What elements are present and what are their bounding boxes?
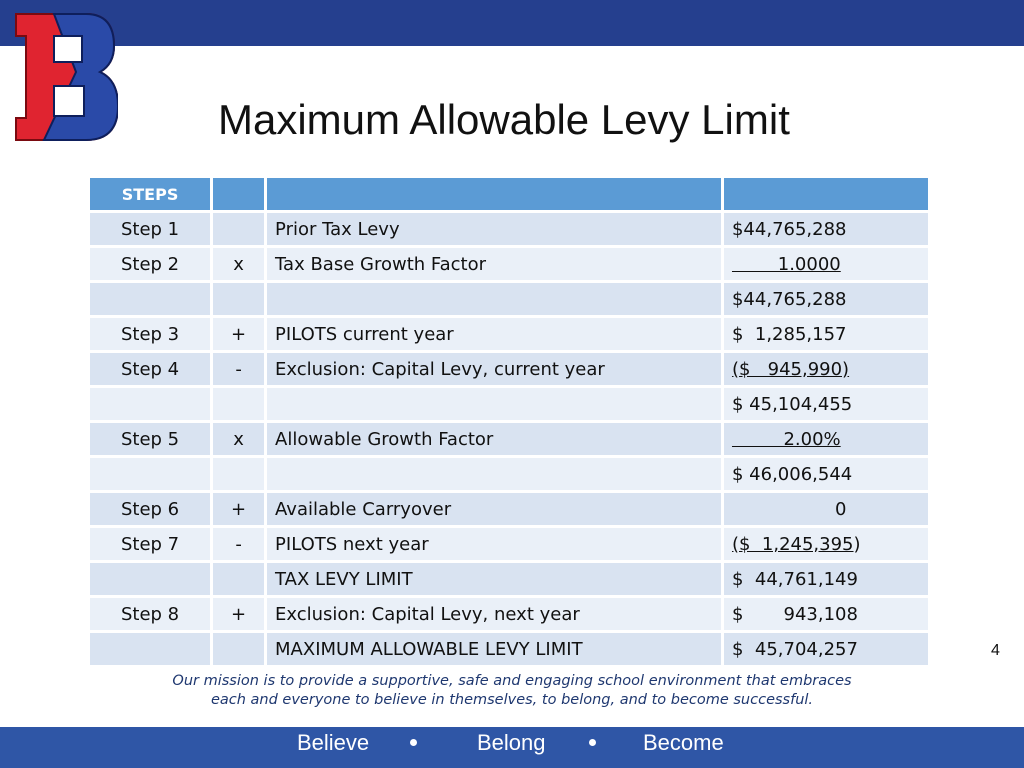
description-cell [267, 283, 721, 315]
header-op [213, 178, 264, 210]
bullet-dot-icon [410, 739, 417, 746]
table-row [90, 423, 928, 455]
value-cell: $ 45,704,257 [724, 633, 928, 665]
step-cell [90, 563, 210, 595]
value-cell: 2.00% [724, 423, 928, 455]
step-cell: Step 6 [90, 493, 210, 525]
table-row [90, 248, 928, 280]
description-cell: Available Carryover [267, 493, 721, 525]
operator-cell: + [213, 493, 264, 525]
step-cell [90, 388, 210, 420]
value-cell: $ 943,108 [724, 598, 928, 630]
step-cell [90, 633, 210, 665]
value-cell: 1.0000 [724, 248, 928, 280]
step-cell: Step 1 [90, 213, 210, 245]
slide-title: Maximum Allowable Levy Limit [218, 96, 790, 143]
description-cell: MAXIMUM ALLOWABLE LEVY LIMIT [267, 633, 721, 665]
step-cell [90, 458, 210, 490]
table-row [90, 633, 928, 665]
step-cell: Step 5 [90, 423, 210, 455]
table-row [90, 318, 928, 350]
value-cell: $ 46,006,544 [724, 458, 928, 490]
table-header-row [90, 178, 928, 210]
table-row [90, 283, 928, 315]
description-cell: TAX LEVY LIMIT [267, 563, 721, 595]
step-cell: Step 7 [90, 528, 210, 560]
operator-cell [213, 283, 264, 315]
value-cell: ($ 945,990) [724, 353, 928, 385]
description-cell: PILOTS next year [267, 528, 721, 560]
operator-cell: x [213, 423, 264, 455]
motto-believe: Believe [297, 730, 370, 755]
description-cell: PILOTS current year [267, 318, 721, 350]
table-row [90, 598, 928, 630]
operator-cell [213, 563, 264, 595]
bullet-dot-icon [589, 739, 596, 746]
description-cell: Allowable Growth Factor [267, 423, 721, 455]
operator-cell [213, 213, 264, 245]
letter-b-logo-icon [14, 12, 118, 142]
step-cell: Step 3 [90, 318, 210, 350]
table-row [90, 563, 928, 595]
step-cell [90, 283, 210, 315]
table-row [90, 528, 928, 560]
table-row [90, 388, 928, 420]
motto-belong: Belong [477, 730, 546, 755]
operator-cell [213, 458, 264, 490]
description-cell [267, 458, 721, 490]
page-number: 4 [991, 642, 1000, 659]
step-cell: Step 2 [90, 248, 210, 280]
value-cell: $44,765,288 [724, 213, 928, 245]
header-description [267, 178, 721, 210]
value-cell: $ 44,761,149 [724, 563, 928, 595]
table-row [90, 493, 928, 525]
value-cell: $44,765,288 [724, 283, 928, 315]
operator-cell: - [213, 528, 264, 560]
value-cell: 0 [724, 493, 928, 525]
operator-cell: + [213, 598, 264, 630]
table-row [90, 353, 928, 385]
header-value [724, 178, 928, 210]
table-row [90, 458, 928, 490]
operator-cell: x [213, 248, 264, 280]
step-cell: Step 8 [90, 598, 210, 630]
value-cell: $ 1,285,157 [724, 318, 928, 350]
table-row [90, 213, 928, 245]
levy-steps-table [87, 175, 931, 668]
operator-cell [213, 388, 264, 420]
description-cell: Prior Tax Levy [267, 213, 721, 245]
description-cell: Tax Base Growth Factor [267, 248, 721, 280]
description-cell [267, 388, 721, 420]
step-cell: Step 4 [90, 353, 210, 385]
operator-cell [213, 633, 264, 665]
operator-cell: + [213, 318, 264, 350]
motto-become: Become [643, 730, 724, 755]
description-cell: Exclusion: Capital Levy, current year [267, 353, 721, 385]
description-cell: Exclusion: Capital Levy, next year [267, 598, 721, 630]
operator-cell: - [213, 353, 264, 385]
mission-line-2: each and everyone to believe in themselves, to belong, and to become successful. [210, 692, 814, 708]
value-cell: $ 45,104,455 [724, 388, 928, 420]
mission-statement [150, 672, 874, 710]
value-cell: ($ 1,245,395) [724, 528, 928, 560]
top-banner [0, 0, 1024, 46]
header-steps: STEPS [90, 178, 210, 210]
mission-line-1: Our mission is to provide a supportive, safe and engaging school environment that embraces [172, 673, 852, 689]
